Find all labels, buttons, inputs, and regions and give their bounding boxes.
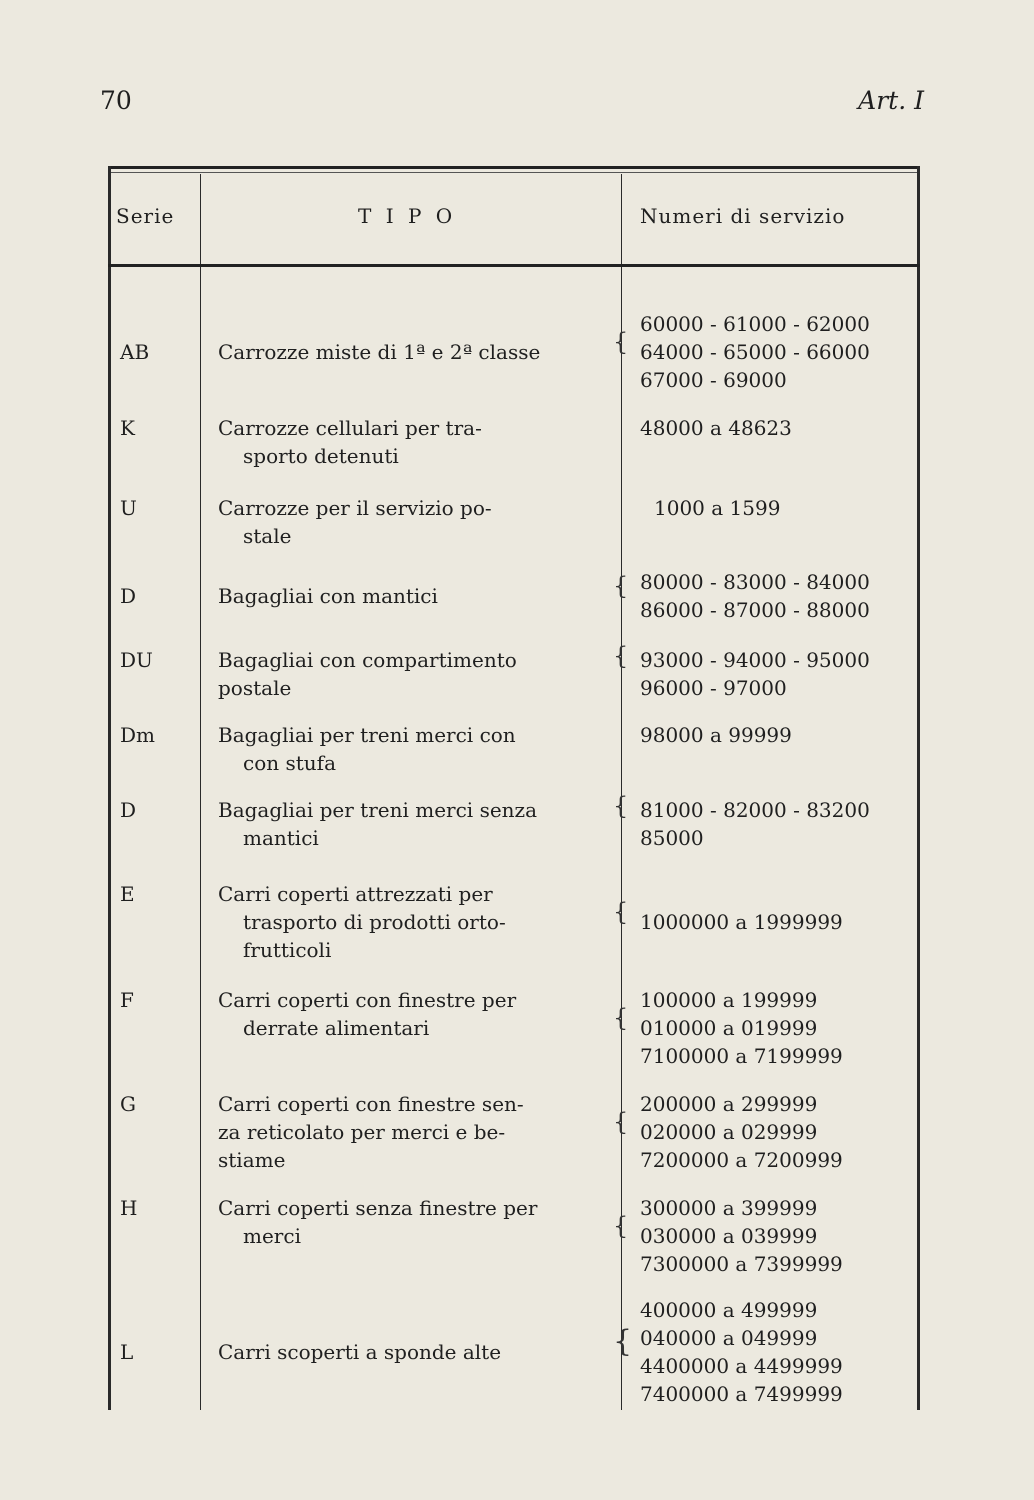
table-top-rule xyxy=(108,166,920,169)
table-top-rule-thin xyxy=(108,172,920,173)
article-label: Art. I xyxy=(858,86,924,115)
service-numbers-table xyxy=(108,166,920,1410)
numeri-line: 67000 - 69000 xyxy=(640,368,787,392)
tipo-line: sporto detenuti xyxy=(243,444,399,468)
numeri-line: 7400000 a 7499999 xyxy=(640,1382,843,1406)
row-tipo xyxy=(218,646,603,702)
brace-icon: { xyxy=(613,642,629,670)
row-serie: D xyxy=(120,584,137,608)
tipo-line: Carrozze miste di 1ª e 2ª classe xyxy=(218,340,541,364)
brace-icon: { xyxy=(613,1108,629,1136)
row-serie: DU xyxy=(120,648,153,672)
row-numeri xyxy=(640,796,910,852)
numeri-line: 040000 a 049999 xyxy=(640,1326,818,1350)
tipo-line: derrate alimentari xyxy=(243,1016,430,1040)
brace-icon: { xyxy=(613,792,629,820)
row-numeri xyxy=(640,568,910,624)
row-tipo xyxy=(218,721,603,777)
numeri-line: 1000000 a 1999999 xyxy=(640,910,843,934)
numeri-line: 7200000 a 7200999 xyxy=(640,1148,843,1172)
tipo-line: Carri coperti con finestre sen- xyxy=(218,1092,524,1116)
numeri-line: 1000 a 1599 xyxy=(654,496,781,520)
tipo-line: Carri coperti attrezzati per xyxy=(218,882,493,906)
numeri-line: 7300000 a 7399999 xyxy=(640,1252,843,1276)
numeri-line: 98000 a 99999 xyxy=(640,723,792,747)
tipo-line: merci xyxy=(243,1224,301,1248)
numeri-line: 010000 a 019999 xyxy=(640,1016,818,1040)
brace-icon: { xyxy=(613,1004,629,1032)
brace-icon: { xyxy=(613,898,629,926)
brace-icon: { xyxy=(613,572,629,600)
row-tipo xyxy=(218,582,603,610)
row-numeri xyxy=(640,908,910,936)
tipo-line: postale xyxy=(218,676,292,700)
row-tipo xyxy=(218,880,603,964)
column-divider-serie xyxy=(200,174,201,1410)
table-left-border xyxy=(108,166,111,1410)
tipo-line: Carri scoperti a sponde alte xyxy=(218,1340,502,1364)
row-serie: D xyxy=(120,798,137,822)
table-right-border xyxy=(917,166,920,1410)
row-serie: L xyxy=(120,1340,134,1364)
row-tipo xyxy=(218,494,603,550)
row-tipo xyxy=(218,1090,603,1174)
row-numeri xyxy=(640,986,910,1070)
row-serie: Dm xyxy=(120,723,155,747)
numeri-line: 300000 a 399999 xyxy=(640,1196,818,1220)
numeri-line: 81000 - 82000 - 83200 xyxy=(640,798,870,822)
numeri-line: 80000 - 83000 - 84000 xyxy=(640,570,870,594)
row-numeri xyxy=(640,646,910,702)
row-serie: H xyxy=(120,1196,138,1220)
row-serie: G xyxy=(120,1092,136,1116)
tipo-line: Carrozze cellulari per tra- xyxy=(218,416,482,440)
header-numeri: Numeri di servizio xyxy=(640,204,846,228)
tipo-line: Bagagliai per treni merci con xyxy=(218,723,516,747)
brace-icon: { xyxy=(613,328,629,356)
numeri-line: 7100000 a 7199999 xyxy=(640,1044,843,1068)
tipo-line: stiame xyxy=(218,1148,286,1172)
numeri-line: 60000 - 61000 - 62000 xyxy=(640,312,870,336)
tipo-line: stale xyxy=(243,524,292,548)
row-numeri xyxy=(640,1090,910,1174)
numeri-line: 030000 a 039999 xyxy=(640,1224,818,1248)
numeri-line: 85000 xyxy=(640,826,704,850)
tipo-line: Bagagliai per treni merci senza xyxy=(218,798,538,822)
numeri-line: 100000 a 199999 xyxy=(640,988,818,1012)
numeri-line: 93000 - 94000 - 95000 xyxy=(640,648,870,672)
tipo-line: Carri coperti con finestre per xyxy=(218,988,517,1012)
brace-icon: { xyxy=(613,1324,633,1359)
row-tipo xyxy=(218,986,603,1042)
tipo-line: za reticolato per merci e be- xyxy=(218,1120,506,1144)
numeri-line: 48000 a 48623 xyxy=(640,416,792,440)
tipo-line: Carrozze per il servizio po- xyxy=(218,496,492,520)
tipo-line: Bagagliai con mantici xyxy=(218,584,438,608)
row-tipo xyxy=(218,796,603,852)
header-serie: Serie xyxy=(116,204,175,228)
row-serie: E xyxy=(120,882,135,906)
row-tipo xyxy=(218,414,603,470)
row-numeri xyxy=(640,414,910,442)
numeri-line: 400000 a 499999 xyxy=(640,1298,818,1322)
numeri-line: 96000 - 97000 xyxy=(640,676,787,700)
tipo-line: frutticoli xyxy=(243,938,332,962)
row-serie: K xyxy=(120,416,135,440)
row-tipo xyxy=(218,338,603,366)
header-rule xyxy=(108,264,920,267)
header-tipo: T I P O xyxy=(358,204,457,228)
row-tipo xyxy=(218,1194,603,1250)
tipo-line: Bagagliai con compartimento xyxy=(218,648,517,672)
row-numeri xyxy=(654,494,924,522)
row-numeri xyxy=(640,1296,910,1408)
numeri-line: 200000 a 299999 xyxy=(640,1092,818,1116)
row-numeri xyxy=(640,310,910,394)
numeri-line: 020000 a 029999 xyxy=(640,1120,818,1144)
row-serie: U xyxy=(120,496,137,520)
brace-icon: { xyxy=(613,1212,629,1240)
row-tipo xyxy=(218,1338,603,1366)
numeri-line: 4400000 a 4499999 xyxy=(640,1354,843,1378)
row-serie: AB xyxy=(120,340,150,364)
tipo-line: mantici xyxy=(243,826,319,850)
row-numeri xyxy=(640,1194,910,1278)
page-number: 70 xyxy=(100,86,132,115)
numeri-line: 86000 - 87000 - 88000 xyxy=(640,598,870,622)
numeri-line: 64000 - 65000 - 66000 xyxy=(640,340,870,364)
tipo-line: trasporto di prodotti orto- xyxy=(243,910,506,934)
row-numeri xyxy=(640,721,910,749)
tipo-line: con stufa xyxy=(243,751,336,775)
row-serie: F xyxy=(120,988,134,1012)
tipo-line: Carri coperti senza finestre per xyxy=(218,1196,538,1220)
